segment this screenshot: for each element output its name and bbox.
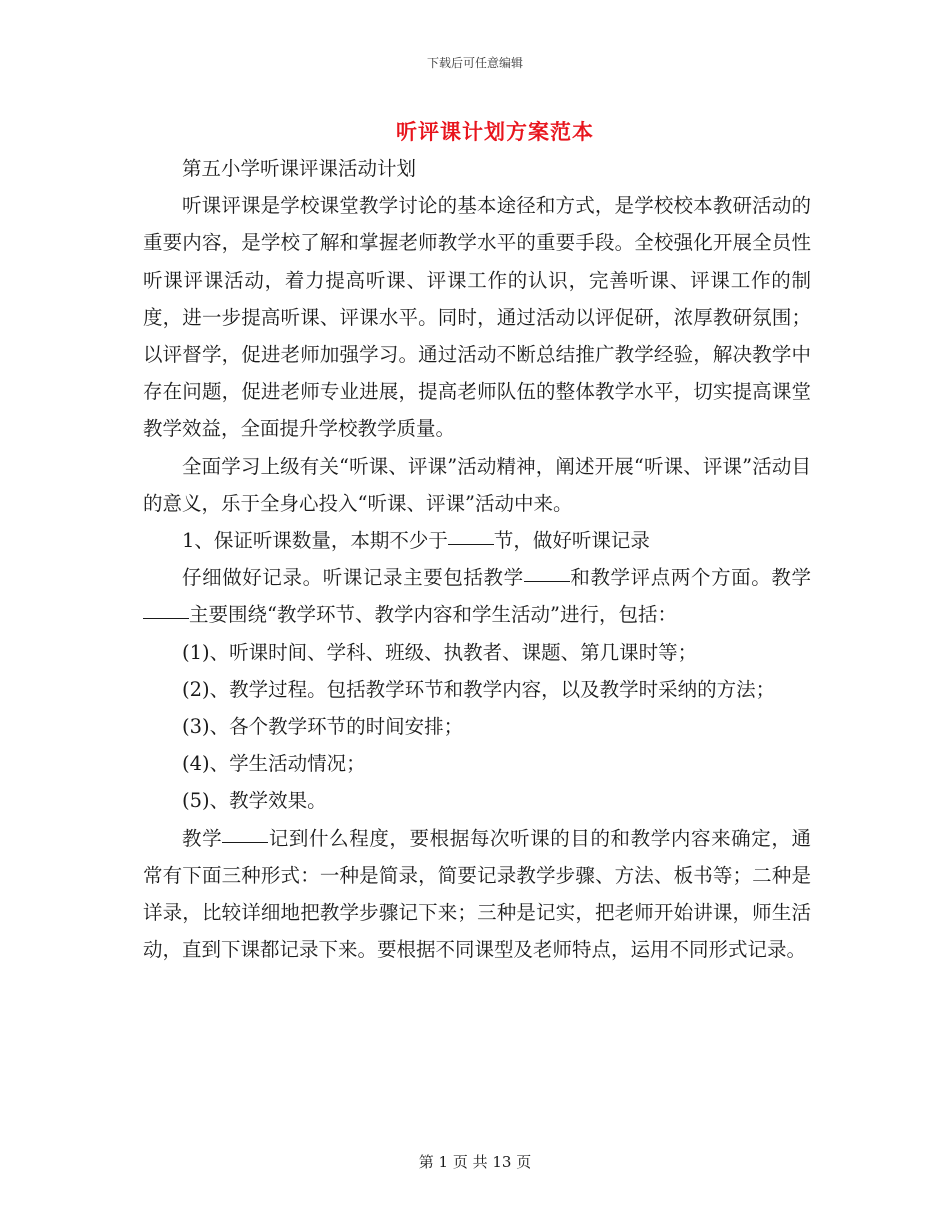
- paragraph-quantity: [143, 522, 811, 559]
- paragraph-quantity-start: 1、保证听课数量，本期不少于: [182, 529, 448, 553]
- paragraph-records-b: 和教学评点两个方面。教学: [569, 566, 811, 590]
- list-item: (4)、学生活动情况；: [182, 752, 366, 776]
- paragraph-records-a: 仔细做好记录。听课记录主要包括教学: [182, 566, 524, 590]
- paragraph-records-c: 主要围绕“教学环节、教学内容和学生活动”进行，包括：: [189, 603, 677, 627]
- fill-blank: [524, 580, 570, 582]
- list-item: (1)、听课时间、学科、班级、执教者、课题、第几课时等；: [182, 640, 698, 664]
- paragraph-record-forms: [143, 820, 811, 969]
- list-item: (2)、教学过程。包括教学环节和教学内容，以及教学时采纳的方法；: [182, 677, 776, 701]
- list-item: (3)、各个教学环节的时间安排；: [182, 715, 464, 739]
- document-subtitle: 第五小学听课评课活动计划: [182, 157, 417, 180]
- fill-blank: [448, 543, 494, 545]
- paragraph-quantity-end: 节，做好听课记录: [493, 529, 650, 553]
- paragraph-intro: 听课评课是学校课堂教学讨论的基本途径和方式，是学校校本教研活动的重要内容，是学校了解和掌握老师教学水平的重要手段。全校强化开展全员性听课评课活动，着力提高听课、评课工作的认识，完善听课、评课工作的制度，进一步提高听课、评课水平。同时，通过活动以评促研，浓厚教研氛围；以评督学，促进老师加强学习。通过活动不断总结推广教学经验，解决教学中存在问题，促进老师专业进展，提高老师队伍的整体教学水平，切实提高课堂教学效益，全面提升学校教学质量。: [143, 194, 811, 441]
- paragraph-record-forms-a: 教学: [182, 826, 223, 850]
- fill-blank: [143, 617, 189, 619]
- document-title: 听评课计划方案范本: [396, 119, 594, 144]
- paragraph-study: 全面学习上级有关“听课、评课”活动精神，阐述开展“听课、评课”活动目的意义，乐于全身心投入“听课、评课”活动中来。: [143, 454, 811, 515]
- document-body: [143, 150, 811, 968]
- paragraph-record-forms-b: 记到什么程度，要根据每次听课的目的和教学内容来确定，通常有下面三种形式：一种是简录，简要记录教学步骤、方法、板书等；二种是详录，比较详细地把教学步骤记下来；三种是记实，把老师开始讲课，师生活动，直到下课都记录下来。要根据不同课型及老师特点，运用不同形式记录。: [143, 826, 811, 962]
- fill-blank: [222, 841, 268, 843]
- paragraph-records: [143, 559, 811, 633]
- list-item: (5)、教学效果。: [182, 789, 327, 813]
- page-number: 第 1 页 共 13 页: [418, 1153, 532, 1171]
- header-note: 下载后可任意编辑: [426, 56, 523, 70]
